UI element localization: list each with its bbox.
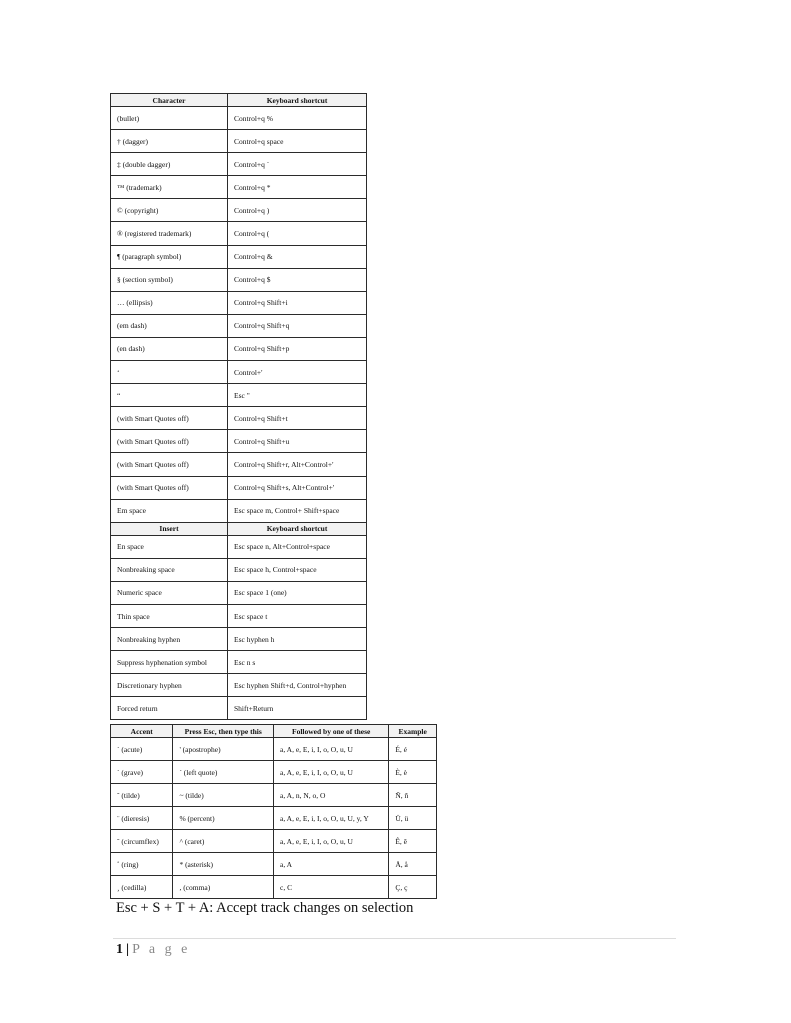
table-cell: † (dagger) (111, 130, 228, 153)
table-cell: a, A, e, E, i, I, o, O, u, U, y, Y (273, 807, 388, 830)
table-cell: Discretionary hyphen (111, 674, 228, 697)
table-cell: ‡ (double dagger) (111, 153, 228, 176)
table-cell: Shift+Return (228, 697, 367, 720)
table-cell: Control+q Shift+p (228, 337, 367, 360)
table-cell: En space (111, 535, 228, 558)
table-cell: Control+q ) (228, 199, 367, 222)
table-header-row (111, 94, 367, 107)
table-cell: a, A, e, E, i, I, o, O, u, U (273, 830, 388, 853)
table-row (111, 384, 367, 407)
table-row (111, 628, 367, 651)
table-cell: ´ (acute) (111, 738, 173, 761)
table-cell: Esc hyphen Shift+d, Control+hyphen (228, 674, 367, 697)
table-row (111, 107, 367, 130)
footer-divider (113, 938, 676, 939)
table-row (111, 430, 367, 453)
table-cell: ^ (caret) (173, 830, 274, 853)
table-cell: Ü, ü (389, 807, 437, 830)
table-row (111, 807, 437, 830)
table-cell: Control+q Shift+s, Alt+Control+' (228, 476, 367, 499)
table-cell: ` (left quote) (173, 761, 274, 784)
table-cell: , (comma) (173, 876, 274, 899)
footer-separator: | (126, 942, 130, 957)
page-number: 1 (116, 942, 123, 957)
table-cell: Numeric space (111, 581, 228, 604)
table-cell: Ç, ç (389, 876, 437, 899)
column-header: Character (111, 94, 228, 107)
page-label: P a g e (132, 942, 191, 957)
table-cell: Control+q % (228, 107, 367, 130)
table-cell: (bullet) (111, 107, 228, 130)
table-cell: Control+q & (228, 245, 367, 268)
table-cell: Esc space n, Alt+Control+space (228, 535, 367, 558)
table-cell: Control+q Shift+t (228, 407, 367, 430)
table-cell: Esc space 1 (one) (228, 581, 367, 604)
table-cell: § (section symbol) (111, 268, 228, 291)
column-header: Keyboard shortcut (228, 522, 367, 535)
table-row (111, 199, 367, 222)
table-cell: ˆ (circumflex) (111, 830, 173, 853)
table-cell: a, A, e, E, i, I, o, O, u, U (273, 738, 388, 761)
table-header-row (111, 725, 437, 738)
table-cell: ™ (trademark) (111, 176, 228, 199)
table-cell: Esc hyphen h (228, 628, 367, 651)
table-cell: ˚ (ring) (111, 853, 173, 876)
table-row (111, 535, 367, 558)
table-cell: Control+q Shift+i (228, 291, 367, 314)
column-header: Keyboard shortcut (228, 94, 367, 107)
table-cell: a, A, e, E, i, I, o, O, u, U (273, 761, 388, 784)
character-shortcuts-table (110, 93, 367, 720)
table-row (111, 876, 437, 899)
table-cell: c, C (273, 876, 388, 899)
table-cell: ' (apostrophe) (173, 738, 274, 761)
table-row (111, 337, 367, 360)
column-header: Followed by one of these (273, 725, 388, 738)
table-cell: (em dash) (111, 314, 228, 337)
table-cell: Control+q ` (228, 153, 367, 176)
table-cell: Control+q Shift+u (228, 430, 367, 453)
table-cell: ¸ (cedilla) (111, 876, 173, 899)
table-cell: Esc " (228, 384, 367, 407)
table-row (111, 830, 437, 853)
table-cell: (en dash) (111, 337, 228, 360)
table-row (111, 651, 367, 674)
table-row (111, 153, 367, 176)
table-cell: * (asterisk) (173, 853, 274, 876)
table-cell: Suppress hyphenation symbol (111, 651, 228, 674)
table-cell: Control+q Shift+q (228, 314, 367, 337)
table-cell: Thin space (111, 604, 228, 627)
table-cell: ` (grave) (111, 761, 173, 784)
table-row (111, 268, 367, 291)
table-row (111, 674, 367, 697)
table-cell: Nonbreaking space (111, 558, 228, 581)
column-header: Press Esc, then type this (173, 725, 274, 738)
table-row (111, 476, 367, 499)
table-cell: Control+q space (228, 130, 367, 153)
table-cell: % (percent) (173, 807, 274, 830)
table-row (111, 581, 367, 604)
table-cell: a, A, n, N, o, O (273, 784, 388, 807)
table-cell: Forced return (111, 697, 228, 720)
accent-shortcuts-table (110, 724, 437, 899)
table-row (111, 453, 367, 476)
table-cell: (with Smart Quotes off) (111, 430, 228, 453)
table-cell: Ê, ê (389, 830, 437, 853)
table-cell: ˜ (tilde) (111, 784, 173, 807)
table-row (111, 761, 437, 784)
table-row (111, 738, 437, 761)
table-cell: Control+q * (228, 176, 367, 199)
table-cell: Esc space m, Control+ Shift+space (228, 499, 367, 522)
table-row (111, 176, 367, 199)
table-cell: © (copyright) (111, 199, 228, 222)
table-row (111, 245, 367, 268)
table-row (111, 853, 437, 876)
table-cell: Å, å (389, 853, 437, 876)
table-row (111, 784, 437, 807)
table-cell: (with Smart Quotes off) (111, 453, 228, 476)
table-row (111, 499, 367, 522)
table-header-row (111, 522, 367, 535)
table-cell: Control+q Shift+r, Alt+Control+' (228, 453, 367, 476)
page-footer (116, 942, 190, 958)
table-cell: ‘ (111, 361, 228, 384)
table-cell: (with Smart Quotes off) (111, 476, 228, 499)
table-cell: ® (registered trademark) (111, 222, 228, 245)
table-row (111, 604, 367, 627)
table-cell: Esc space t (228, 604, 367, 627)
table-cell: Nonbreaking hyphen (111, 628, 228, 651)
column-header: Example (389, 725, 437, 738)
table-cell: ~ (tilde) (173, 784, 274, 807)
table-cell: a, A (273, 853, 388, 876)
table-cell: Em space (111, 499, 228, 522)
table-row (111, 314, 367, 337)
table-row (111, 558, 367, 581)
table-cell: È, è (389, 761, 437, 784)
table-cell: ¨ (dieresis) (111, 807, 173, 830)
table-cell: ¶ (paragraph symbol) (111, 245, 228, 268)
table-cell: Control+' (228, 361, 367, 384)
table-row (111, 222, 367, 245)
table-cell: (with Smart Quotes off) (111, 407, 228, 430)
table-cell: Control+q ( (228, 222, 367, 245)
table-cell: Control+q $ (228, 268, 367, 291)
table-row (111, 407, 367, 430)
table-row (111, 361, 367, 384)
table-row (111, 291, 367, 314)
column-header: Insert (111, 522, 228, 535)
table-row (111, 697, 367, 720)
column-header: Accent (111, 725, 173, 738)
table-row (111, 130, 367, 153)
table-cell: Esc space h, Control+space (228, 558, 367, 581)
table-cell: Ñ, ñ (389, 784, 437, 807)
table-cell: … (ellipsis) (111, 291, 228, 314)
table-cell: É, é (389, 738, 437, 761)
table-cell: “ (111, 384, 228, 407)
table-cell: Esc n s (228, 651, 367, 674)
caption: Esc + S + T + A: Accept track changes on selection (116, 900, 414, 916)
